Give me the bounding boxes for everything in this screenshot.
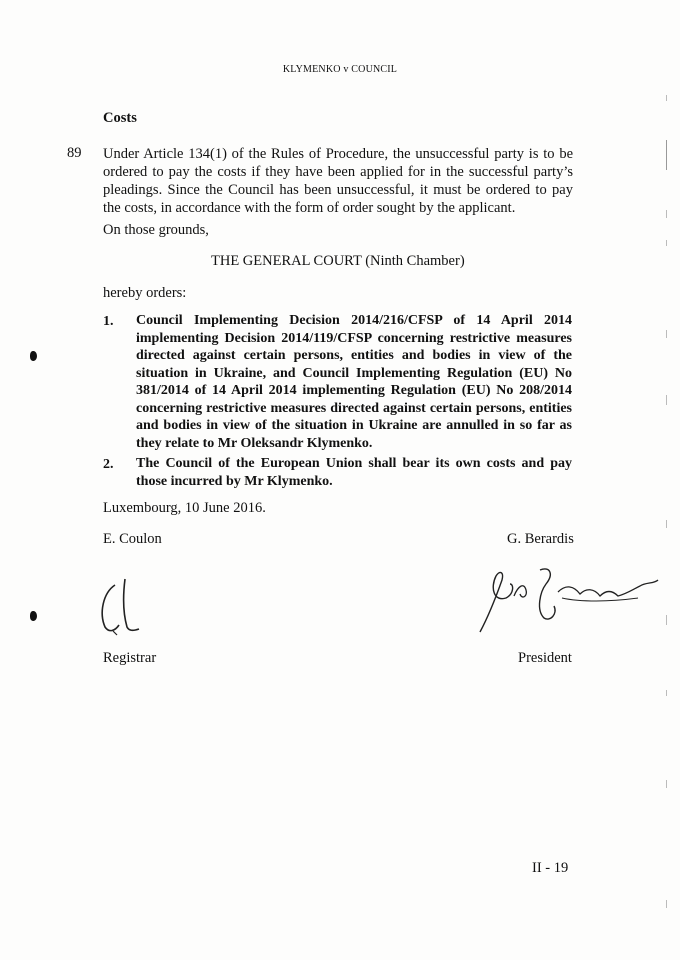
left-signatory-name: E. Coulon [103, 531, 162, 547]
order-number: 1. [103, 314, 114, 329]
scan-margin-mark [666, 210, 667, 218]
order-text: The Council of the European Union shall bear its own costs and pay those incurred by Mr Klymenko. [136, 456, 572, 489]
section-heading: Costs [103, 110, 137, 126]
paragraph-text: Under Article 134(1) of the Rules of Procedure, the unsuccessful party is to be ordered to pay the costs if they have been applied for in the successful party’s pleadings. Since the Council has been unsuccessful, it must be ordered to pay the costs, in accordance with the form of order sought by the applicant. [103, 146, 573, 216]
binding-hole-mark [30, 611, 37, 621]
left-signatory-role: Registrar [103, 650, 157, 666]
orders-intro: hereby orders: [103, 285, 187, 301]
court-name: THE GENERAL COURT (Ninth Chamber) [211, 253, 465, 269]
grounds-text: On those grounds, [103, 222, 209, 238]
order-number: 2. [103, 457, 114, 472]
scan-margin-mark [666, 330, 667, 338]
running-header: KLYMENKO v COUNCIL [282, 64, 398, 75]
scan-margin-mark [666, 615, 667, 625]
scan-margin-mark [666, 240, 667, 246]
president-signature [470, 562, 670, 642]
scan-margin-mark [666, 690, 667, 696]
paragraph-number: 89 [67, 145, 82, 161]
page-number: II - 19 [532, 860, 569, 876]
scan-margin-mark [666, 520, 667, 528]
place-date: Luxembourg, 10 June 2016. [103, 500, 266, 516]
order-text: Council Implementing Decision 2014/216/CFSP of 14 April 2014 implementing Decision 2014/119/CFSP concerning restrictive measures directed against certain persons, entities and bodies in view of the situation in Ukraine, and Council Implementing Regulation (EU) No 381/2014 of 14 April 2014 implementing Regulation (EU) No 208/2014 concerning restrictive measures directed against certain persons, entities and bodies in view of the situation in Ukraine are annulled in so far as they relate to Mr Oleksandr Klymenko. [136, 313, 572, 451]
scan-margin-mark [666, 95, 667, 101]
scan-margin-mark [666, 780, 667, 788]
scan-margin-mark [666, 900, 667, 908]
binding-hole-mark [30, 351, 37, 361]
right-signatory-name: G. Berardis [507, 531, 574, 547]
scan-margin-mark [666, 140, 667, 170]
scan-margin-mark [666, 395, 667, 405]
registrar-signature [95, 575, 155, 637]
right-signatory-role: President [518, 650, 572, 666]
